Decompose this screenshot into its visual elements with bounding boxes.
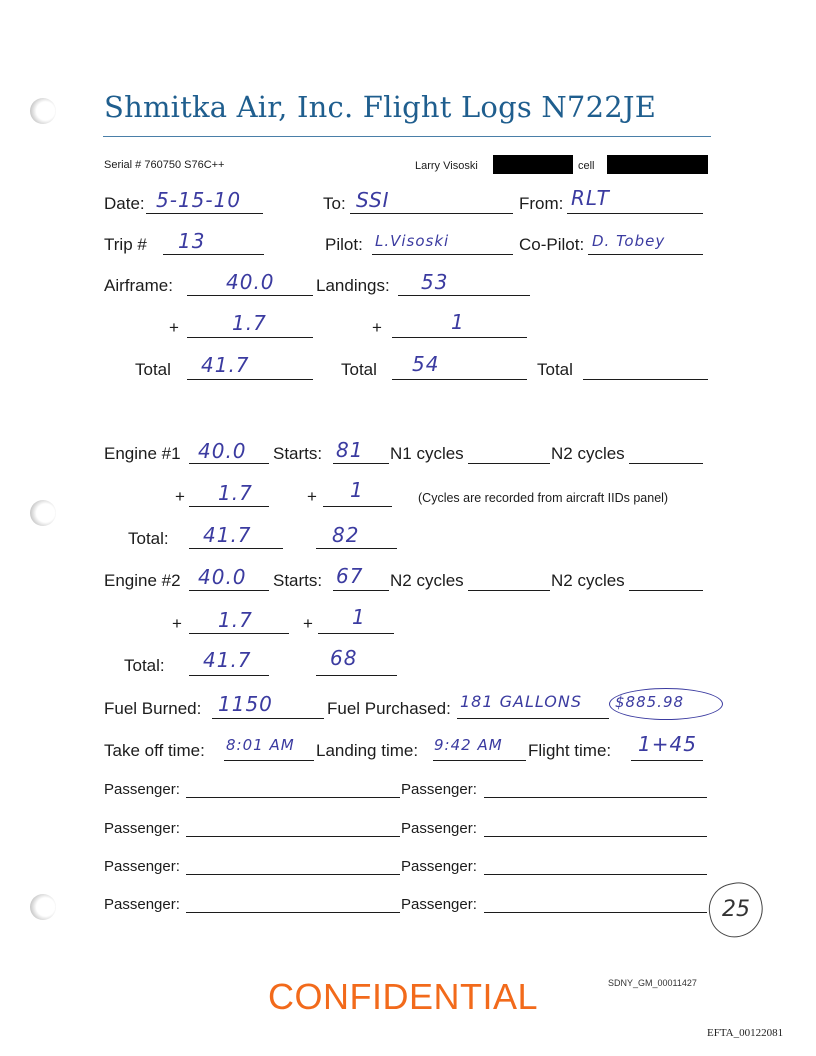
- airframe-plus: +: [169, 318, 179, 337]
- takeoff-line: [224, 760, 314, 761]
- passenger-line-4a: [186, 912, 400, 913]
- fuel-purchased-label: Fuel Purchased:: [327, 699, 451, 718]
- landings-add-line: [392, 337, 527, 338]
- passenger-label-3a: Passenger:: [104, 858, 180, 875]
- flight-time-label: Flight time:: [528, 741, 612, 760]
- passenger-label-2b: Passenger:: [401, 820, 477, 837]
- engine2-starts-total: 68: [330, 646, 358, 670]
- date-value: 5-15-10: [156, 188, 242, 212]
- passenger-label-4a: Passenger:: [104, 896, 180, 913]
- engine1-starts: 81: [336, 438, 364, 462]
- date-line: [146, 213, 263, 214]
- landing-time-label: Landing time:: [316, 741, 419, 760]
- engine1-hours-add-line: [189, 506, 269, 507]
- third-total-line: [583, 379, 708, 380]
- takeoff-value: 8:01 AM: [226, 736, 295, 754]
- takeoff-label: Take off time:: [104, 741, 205, 760]
- flight-time-line: [631, 760, 703, 761]
- cell-label: cell: [578, 160, 595, 172]
- landings-total-line: [392, 379, 527, 380]
- landings-value: 53: [421, 270, 449, 294]
- redaction-bar-1: [493, 155, 573, 174]
- engine2-n2a-label: N2 cycles: [390, 571, 464, 590]
- to-line: [350, 213, 513, 214]
- fuel-price: $885.98: [615, 693, 685, 711]
- date-label: Date:: [104, 194, 145, 213]
- landing-time-value: 9:42 AM: [434, 736, 503, 754]
- page-number: 25: [722, 897, 750, 922]
- landings-plus: +: [372, 318, 382, 337]
- engine2-starts-plus: +: [303, 614, 313, 633]
- passenger-label-1a: Passenger:: [104, 781, 180, 798]
- fuel-purchased-value: 181 GALLONS: [460, 692, 583, 711]
- engine2-starts-total-line: [316, 675, 397, 676]
- engine1-hours-plus: +: [175, 487, 185, 506]
- trip-line: [163, 254, 264, 255]
- serial-number: Serial # 760750 S76C++: [104, 159, 225, 171]
- engine1-total-line: [189, 548, 283, 549]
- title-divider: [103, 136, 711, 137]
- pilot-label: Pilot:: [325, 235, 363, 254]
- engine1-starts-plus: +: [307, 487, 317, 506]
- fuel-burned-line: [212, 718, 324, 719]
- airframe-add-value: 1.7: [232, 311, 267, 335]
- engine1-hours: 40.0: [198, 439, 247, 463]
- airframe-value: 40.0: [226, 270, 275, 294]
- landings-add-value: 1: [451, 310, 465, 334]
- fuel-burned-value: 1150: [218, 692, 273, 716]
- engine2-starts-line: [333, 590, 389, 591]
- landings-line: [398, 295, 530, 296]
- passenger-line-3b: [484, 874, 707, 875]
- engine1-starts-line: [333, 463, 389, 464]
- engine1-starts-add-line: [323, 506, 392, 507]
- engine2-hours-add-line: [189, 633, 289, 634]
- passenger-line-4b: [484, 912, 707, 913]
- airframe-total-value: 41.7: [201, 353, 250, 377]
- from-line: [567, 213, 703, 214]
- landings-total-value: 54: [412, 352, 440, 376]
- engine1-total-label: Total:: [128, 529, 169, 548]
- engine2-hours: 40.0: [198, 565, 247, 589]
- airframe-total-line: [187, 379, 313, 380]
- pilot-line: [372, 254, 513, 255]
- to-value: SSI: [356, 188, 390, 212]
- passenger-line-1a: [186, 797, 400, 798]
- punch-hole-top: [30, 98, 56, 124]
- engine2-hours-plus: +: [172, 614, 182, 633]
- redaction-bar-2: [607, 155, 708, 174]
- passenger-label-1b: Passenger:: [401, 781, 477, 798]
- landings-label: Landings:: [316, 276, 390, 295]
- passenger-line-1b: [484, 797, 707, 798]
- engine2-starts-label: Starts:: [273, 571, 323, 590]
- trip-value: 13: [178, 229, 206, 253]
- engine2-starts: 67: [336, 564, 364, 588]
- passenger-label-3b: Passenger:: [401, 858, 477, 875]
- third-total-label: Total: [537, 360, 573, 379]
- engine2-total-label: Total:: [124, 656, 165, 675]
- cycles-note: (Cycles are recorded from aircraft IIDs panel): [418, 491, 669, 505]
- passenger-label-4b: Passenger:: [401, 896, 477, 913]
- engine1-n2-label: N2 cycles: [551, 444, 625, 463]
- airframe-label: Airframe:: [104, 276, 173, 295]
- to-label: To:: [323, 194, 346, 213]
- engine1-hours-line: [189, 463, 269, 464]
- passenger-line-2a: [186, 836, 400, 837]
- engine1-starts-add: 1: [350, 478, 364, 502]
- airframe-add-line: [187, 337, 313, 338]
- airframe-line: [187, 295, 313, 296]
- from-label: From:: [519, 194, 564, 213]
- pilot-name-header: Larry Visoski: [415, 160, 478, 172]
- bates-number: SDNY_GM_00011427: [608, 978, 697, 988]
- copilot-value: D. Tobey: [592, 232, 666, 250]
- engine2-hours-add: 1.7: [218, 608, 253, 632]
- engine1-hours-add: 1.7: [218, 481, 253, 505]
- engine2-total-line: [189, 675, 269, 676]
- engine2-hours-line: [189, 590, 269, 591]
- engine1-starts-label: Starts:: [273, 444, 323, 463]
- engine1-starts-total-line: [316, 548, 397, 549]
- copilot-label: Co-Pilot:: [519, 235, 585, 254]
- engine1-n1-line: [468, 463, 550, 464]
- efta-number: EFTA_00122081: [707, 1027, 784, 1039]
- passenger-line-2b: [484, 836, 707, 837]
- engine1-n1-label: N1 cycles: [390, 444, 464, 463]
- airframe-total-label: Total: [135, 360, 171, 379]
- landings-total-label: Total: [341, 360, 377, 379]
- flight-time-value: 1+45: [638, 732, 697, 756]
- engine2-n2b-line: [629, 590, 703, 591]
- punch-hole-bottom: [30, 894, 56, 920]
- trip-label: Trip #: [104, 235, 147, 254]
- landing-time-line: [433, 760, 526, 761]
- engine2-starts-add: 1: [352, 605, 366, 629]
- passenger-line-3a: [186, 874, 400, 875]
- engine2-n2a-line: [468, 590, 550, 591]
- engine1-hours-total: 41.7: [203, 523, 252, 547]
- engine2-n2b-label: N2 cycles: [551, 571, 625, 590]
- fuel-purchased-line: [457, 718, 609, 719]
- engine1-label: Engine #1: [104, 444, 181, 463]
- passenger-label-2a: Passenger:: [104, 820, 180, 837]
- confidential-stamp: CONFIDENTIAL: [268, 976, 539, 1017]
- punch-hole-middle: [30, 500, 56, 526]
- engine2-label: Engine #2: [104, 571, 181, 590]
- engine1-n2-line: [629, 463, 703, 464]
- pilot-value: L.Visoski: [375, 232, 450, 250]
- engine2-hours-total: 41.7: [203, 648, 252, 672]
- fuel-burned-label: Fuel Burned:: [104, 699, 202, 718]
- engine2-starts-add-line: [318, 633, 394, 634]
- copilot-line: [588, 254, 703, 255]
- from-value: RLT: [571, 186, 610, 210]
- engine1-starts-total: 82: [332, 523, 360, 547]
- page-title: Shmitka Air, Inc. Flight Logs N722JE: [104, 90, 657, 124]
